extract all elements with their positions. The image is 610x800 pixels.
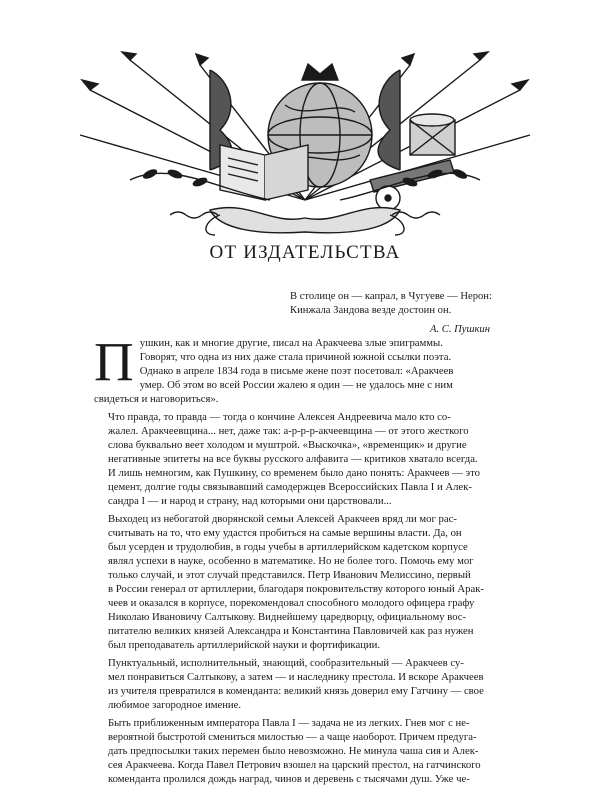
paragraph	[94, 410, 517, 508]
text-line: мел понравиться Салтыкову, а затем — и наследнику престола. И вскоре Аракчеев	[108, 671, 484, 683]
text-line: был усерден и трудолюбив, в годы учебы в артиллерийском кадетском корпусе	[108, 541, 468, 553]
text-line: считывать на то, что ему удастся пробиться на самые вершины власти. Да, он	[108, 527, 462, 539]
text-line: негативные эпитеты на все буквы русского алфавита — критиков хватало всегда.	[108, 453, 478, 465]
header-engraving	[70, 50, 540, 240]
text-line: Николаю Ивановичу Салтыкову. Виднейшему царедворцу, официальному вос-	[108, 611, 467, 623]
text-line: чеев и оказался в корпусе, порекомендовал способного молодого офицера графу	[108, 597, 475, 609]
text-line: свидеться и наговориться».	[94, 393, 219, 405]
epigraph	[290, 290, 490, 337]
text-line: сандра I — и народ и страну, над которыми они царствовали...	[108, 495, 392, 507]
text-line: сея Аракчеева. Когда Павел Петрович взошел на царский престол, на гатчинского	[108, 759, 481, 771]
text-line: Пунктуальный, исполнительный, знающий, сообразительный — Аракчеев су-	[108, 657, 464, 669]
text-line: слова буквально веет холодом и муштрой. «Выскочка», «временщик» и другие	[108, 439, 467, 451]
text-line: коменданта пролился дождь наград, чинов и деревень с тысячами душ. Уже че-	[108, 773, 470, 785]
text-line: Быть приближенным императора Павла I — задача не из легких. Гнев мог с не-	[108, 717, 470, 729]
drop-cap: П	[94, 331, 134, 392]
text-line: Что правда, то правда — тогда о кончине Алексея Андреевича мало кто со-	[108, 411, 451, 423]
text-line: И лишь немногим, как Пушкину, со временем было дано понять: Аракчеев — это	[108, 467, 480, 479]
text-line: был преподаватель артиллерийской науки и фортификации.	[108, 639, 381, 651]
text-line: в России генерал от артиллерии, благодаря покровительству которого юный Арак-	[108, 583, 484, 595]
epigraph-line: Кинжала Зандова везде достоин он.	[290, 305, 452, 316]
paragraph	[94, 331, 517, 406]
paragraph	[94, 716, 517, 786]
text-line: любимое загородное имение.	[108, 699, 242, 711]
text-line: из учителя превратился в коменданта: великий князь доверил ему Гатчину — свое	[108, 685, 484, 697]
text-line: Выходец из небогатой дворянской семьи Алексей Аракчеев вряд ли мог рас-	[108, 513, 457, 525]
article-body	[94, 331, 517, 790]
text-line: умер. Об этом во всей России жалею я один — не удалось мне с ним	[139, 379, 453, 391]
paragraph	[94, 656, 517, 712]
text-line: питателю великих князей Александра и Константина Павловичей как раз нужен	[108, 625, 474, 637]
epigraph-line: В столице он — капрал, в Чугуеве — Нерон:	[290, 291, 492, 302]
text-line: Однако в апреле 1834 года в письме жене поэт посетовал: «Аракчеев	[139, 365, 454, 377]
text-line: цемент, долгие годы связывавший самодержцев Всероссийских Павла I и Алек-	[108, 481, 472, 493]
text-line: являл успехи в науке, особенно в математике. Но не более того. Помочь ему мог	[108, 555, 474, 567]
text-line: только случай, и этот случай представился. Петр Иванович Мелиссино, первый	[108, 569, 471, 581]
epigraph-author: А. С. Пушкин	[430, 324, 490, 335]
text-line: жалел. Аракчеевщина... нет, даже так: а-р-р-р-акчеевщина — от этого жесткого	[108, 425, 469, 437]
text-line: Говорят, что одна из них даже стала причиной южной ссылки поэта.	[139, 351, 452, 363]
text-line: вероятной быстротой смениться милостью — а чаще наоборот. Причем предуга-	[108, 731, 477, 743]
text-line: ушкин, как и многие другие, писал на Аракчеева злые эпиграммы.	[139, 337, 443, 349]
section-title: ОТ ИЗДАТЕЛЬСТВА	[209, 242, 401, 263]
paragraph	[94, 512, 517, 652]
text-line: дать предпосылки таких перемен было невозможно. Не минула чаша сия и Алек-	[108, 745, 479, 757]
military-trophy-engraving-icon	[70, 50, 540, 240]
